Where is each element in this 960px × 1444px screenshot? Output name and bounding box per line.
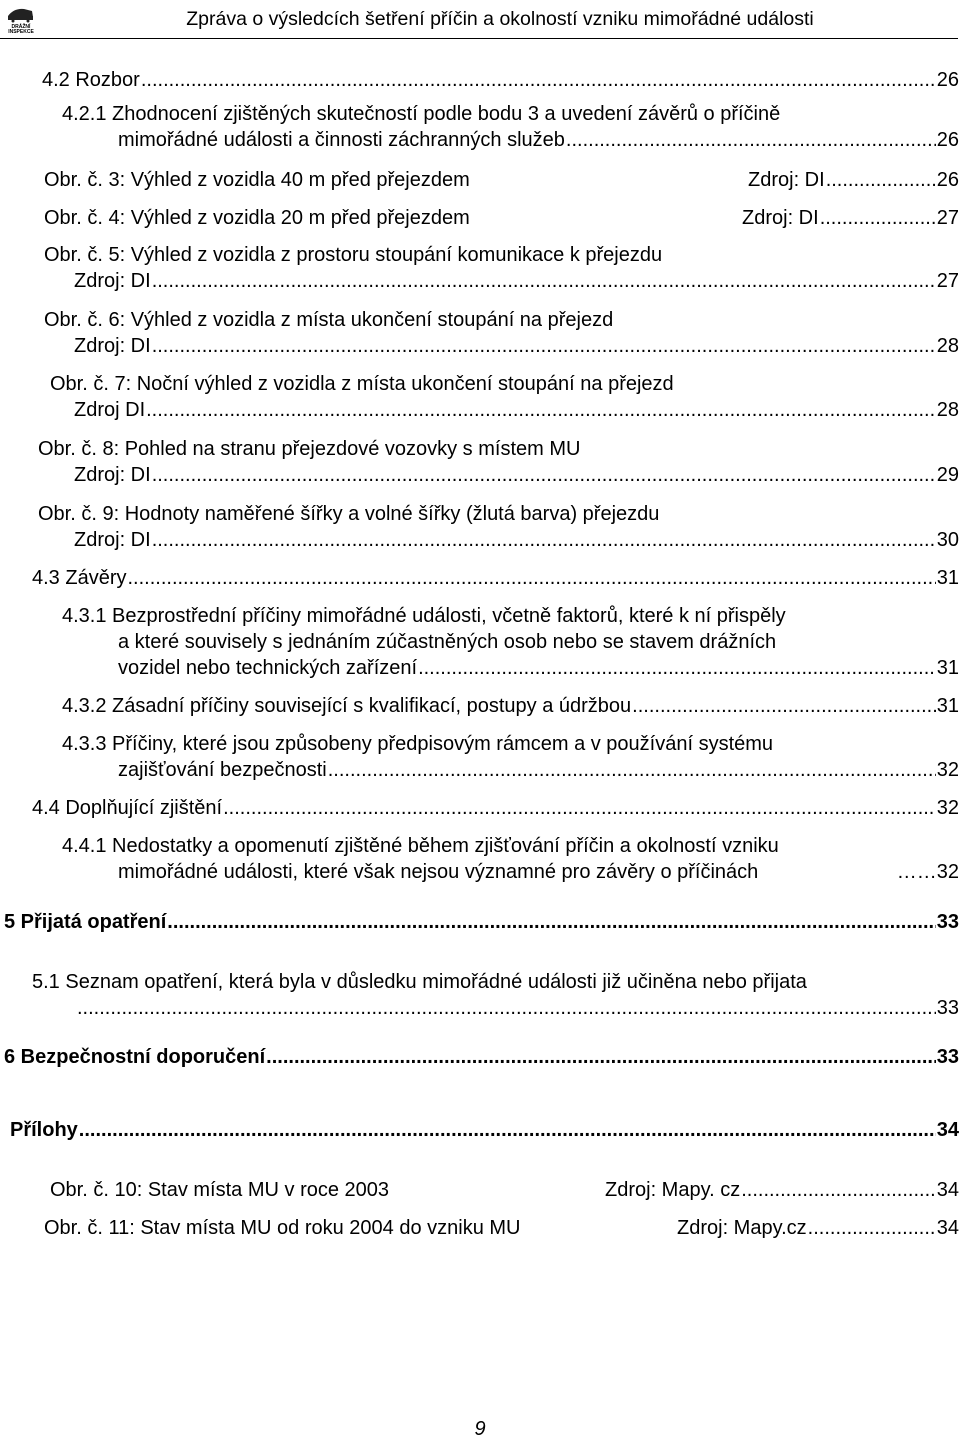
toc-figure-6[interactable]: Obr. č. 6: Výhled z vozidla z místa ukončení stoupání na přejezd Zdroj: DI ..... 28 bbox=[44, 307, 959, 359]
page-number: 9 bbox=[474, 1418, 486, 1440]
toc-entry-4-2[interactable]: 4.2 Rozbor ..... 26 bbox=[42, 67, 959, 93]
toc-entry-4-3-3[interactable]: 4.3.3 Příčiny, které jsou způsobeny předpisovým rámcem a v používání systému zajišťování bezpečnosti ..... 32 bbox=[62, 731, 959, 783]
svg-text:INSPEKCE: INSPEKCE bbox=[8, 29, 34, 34]
train-logo-icon bbox=[2, 2, 40, 34]
toc-entry-4-3[interactable]: 4.3 Závěry ..... 31 bbox=[32, 565, 959, 591]
toc-chapter-6[interactable]: 6 Bezpečnostní doporučení ..... 33 bbox=[4, 1044, 959, 1070]
toc-chapter-5[interactable]: 5 Přijatá opatření ..... 33 bbox=[4, 909, 959, 935]
toc-figure-11[interactable]: Obr. č. 11: Stav místa MU od roku 2004 do vzniku MU Zdroj: Mapy.cz ..... 34 bbox=[44, 1215, 959, 1241]
toc-figure-8[interactable]: Obr. č. 8: Pohled na stranu přejezdové vozovky s místem MU Zdroj: DI ..... 29 bbox=[38, 436, 959, 488]
toc-entry-4-3-1[interactable]: 4.3.1 Bezprostřední příčiny mimořádné události, včetně faktorů, které k ní přispěly a které souvisely s jednáním zúčastněných osob nebo se stavem drážních vozidel nebo technických zařízení ..... 31 bbox=[62, 603, 959, 681]
page-header bbox=[0, 0, 958, 39]
toc-figure-4[interactable]: Obr. č. 4: Výhled z vozidla 20 m před přejezdem Zdroj: DI ..... 27 bbox=[44, 205, 959, 231]
toc-figure-10[interactable]: Obr. č. 10: Stav místa MU v roce 2003 Zdroj: Mapy. cz ..... 34 bbox=[50, 1177, 959, 1203]
toc-entry-4-4-1[interactable]: 4.4.1 Nedostatky a opomenutí zjištěné během zjišťování příčin a okolností vzniku mimořádné události, které však nejsou významné pro závěry o příčinách ……32 bbox=[62, 835, 959, 883]
toc-figure-9[interactable]: Obr. č. 9: Hodnoty naměřené šířky a volné šířky (žlutá barva) přejezdu Zdroj: DI ..... 30 bbox=[38, 501, 959, 553]
toc-figure-7[interactable]: Obr. č. 7: Noční výhled z vozidla z místa ukončení stoupání na přejezd Zdroj DI ..... 28 bbox=[50, 371, 959, 423]
toc-entry-5-1[interactable]: 5.1 Seznam opatření, která byla v důsledku mimořádné události již učiněna nebo přijata ..... 33 bbox=[32, 969, 959, 1021]
toc-appendices[interactable]: Přílohy ..... 34 bbox=[10, 1117, 959, 1143]
toc-entry-4-3-2[interactable]: 4.3.2 Zásadní příčiny související s kvalifikací, postupy a údržbou ..... 31 bbox=[62, 693, 959, 719]
document-title: Zpráva o výsledcích šetření příčin a okolností vzniku mimořádné události bbox=[186, 8, 814, 30]
toc-entry-4-2-1[interactable]: 4.2.1 Zhodnocení zjištěných skutečností podle bodu 3 a uvedení závěrů o příčině mimořádné události a činnosti záchranných služeb ..... 26 bbox=[62, 101, 959, 153]
toc-figure-3[interactable]: Obr. č. 3: Výhled z vozidla 40 m před přejezdem Zdroj: DI ..... 26 bbox=[44, 167, 959, 193]
svg-text:DRÁŽNÍ: DRÁŽNÍ bbox=[11, 24, 31, 30]
toc-entry-4-4[interactable]: 4.4 Doplňující zjištění ..... 32 bbox=[32, 795, 959, 821]
toc-figure-5[interactable]: Obr. č. 5: Výhled z vozidla z prostoru stoupání komunikace k přejezdu Zdroj: DI ..... 27 bbox=[44, 242, 959, 294]
